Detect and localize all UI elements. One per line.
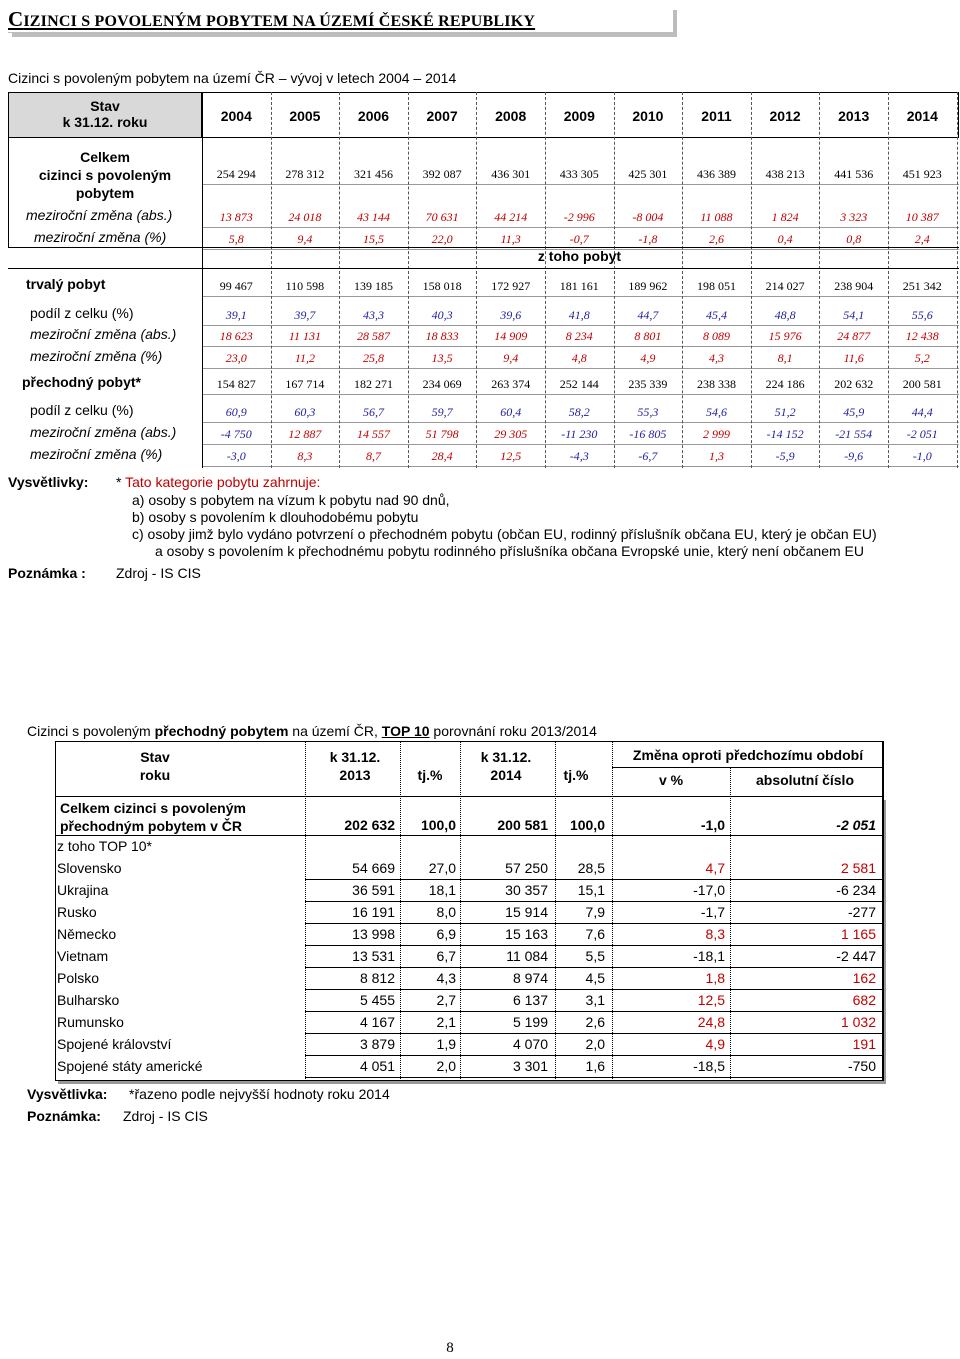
- column-separator: [476, 92, 477, 468]
- divider: [55, 835, 883, 836]
- table1-cell: -4,3: [569, 449, 589, 463]
- year-header: 2010: [632, 108, 664, 124]
- table1-cell: 181 161: [559, 279, 599, 293]
- column-separator: [202, 92, 203, 468]
- t2-h-2014: k 31.12. 2014: [480, 749, 532, 783]
- t2-h-zmena: Změna oproti předchozímu období: [632, 747, 864, 763]
- table1-cell: -2 996: [563, 210, 595, 224]
- table1-cell: 436 301: [491, 167, 531, 181]
- table1-cell: 172 927: [491, 279, 531, 293]
- table1-cell: 2,6: [708, 232, 724, 246]
- table1-cell: 4,8: [571, 351, 587, 365]
- row-label: trvalý pobyt: [26, 276, 106, 292]
- row-label: podíl z celku (%): [30, 305, 134, 321]
- table1-cell: 29 305: [494, 427, 528, 441]
- table1-cell: 198 051: [696, 279, 736, 293]
- row-label: přechodný pobyt*: [22, 374, 142, 390]
- t2-cell: 2,6: [585, 1014, 605, 1030]
- t2-column-separator: [730, 767, 731, 1081]
- t2-cell: -6 234: [836, 882, 876, 898]
- t2-h-vpct: v %: [658, 772, 684, 788]
- header-stav-label: Stav k 31.12. roku: [62, 98, 148, 130]
- t2-country: Německo: [57, 926, 117, 942]
- notes-poznamka-label: Poznámka :: [8, 565, 86, 581]
- table1-left-border: [8, 138, 9, 248]
- table1-cell: 224 186: [765, 377, 805, 391]
- table1-cell: 167 714: [285, 377, 325, 391]
- notes2-poznamka-label: Poznámka:: [27, 1108, 101, 1124]
- table1-cell: -16 805: [629, 427, 667, 441]
- table1-cell: 39,1: [225, 308, 247, 322]
- page-title: CIZINCI S POVOLENÝM POBYTEM NA ÚZEMÍ ČESKÉ REPUBLIKY: [8, 7, 536, 31]
- table1-cell: 214 027: [765, 279, 805, 293]
- table1-cell: 189 962: [628, 279, 668, 293]
- notes-b: b) osoby s povolením k dlouhodobému pobytu: [132, 509, 419, 525]
- year-header: 2013: [838, 108, 870, 124]
- table1-cell: 15 976: [768, 329, 802, 343]
- row-label: meziroční změna (%): [30, 446, 163, 462]
- table1-cell: 44,4: [911, 405, 933, 419]
- t2-row-rule: [305, 901, 883, 902]
- year-header: 2012: [769, 108, 801, 124]
- t2-h-tj1: tj.%: [417, 767, 443, 783]
- t2-total-cell: 100,0: [420, 817, 456, 833]
- table1-cell: 18 833: [425, 329, 459, 343]
- t2-cell: 15 914: [505, 904, 548, 920]
- t2-row-rule: [305, 967, 883, 968]
- table1-cell: 9,4: [297, 232, 313, 246]
- t2-cell: 7,6: [585, 926, 605, 942]
- table1-cell: 8,7: [365, 449, 381, 463]
- table1-cell: 8,3: [297, 449, 313, 463]
- year-header: 2011: [701, 108, 732, 124]
- year-header: 2008: [495, 108, 527, 124]
- table1-cell: -1,8: [638, 232, 658, 246]
- row-rule: [202, 184, 959, 185]
- t2-row-rule: [305, 989, 883, 990]
- table1-cell: 60,9: [225, 405, 247, 419]
- t2-cell: 24,8: [697, 1014, 725, 1030]
- table1-cell: 39,7: [294, 308, 316, 322]
- table1-cell: 11,3: [500, 232, 521, 246]
- table1-cell: 24 877: [837, 329, 871, 343]
- t2-country: Slovensko: [57, 860, 122, 876]
- notes-vysvetlivky-label: Vysvětlivky:: [8, 474, 89, 490]
- year-header: 2007: [426, 108, 458, 124]
- table1-cell: 60,3: [294, 405, 316, 419]
- table1-cell: 41,8: [568, 308, 590, 322]
- t2-country: Spojené království: [57, 1036, 172, 1052]
- t2-total-label: Celkem cizinci s povoleným přechodným pobytem v ČR: [60, 800, 246, 834]
- t2-cell: 191: [852, 1036, 876, 1052]
- t2-cell: 4,9: [705, 1036, 725, 1052]
- table1-cell: 14 909: [494, 329, 528, 343]
- t2-top-label: z toho TOP 10*: [57, 838, 152, 854]
- table1-cell: 28,4: [431, 449, 453, 463]
- table1-cell: 9,4: [503, 351, 519, 365]
- table1-cell: 8 089: [702, 329, 730, 343]
- table1-cell: 40,3: [431, 308, 453, 322]
- table1-cell: -14 152: [766, 427, 804, 441]
- table1-cell: 11 131: [288, 329, 321, 343]
- t2-column-separator: [400, 741, 401, 1081]
- t2-cell: 3,1: [585, 992, 605, 1008]
- table1-cell: -0,7: [569, 232, 589, 246]
- column-separator: [682, 92, 683, 468]
- table1-cell: 139 185: [353, 279, 393, 293]
- row-rule: [202, 368, 959, 369]
- table1-cell: 321 456: [353, 167, 393, 181]
- t2-cell: 2,7: [436, 992, 456, 1008]
- table1-cell: 2 999: [702, 427, 730, 441]
- table1-cell: 10 387: [905, 210, 939, 224]
- t2-cell: 682: [852, 992, 876, 1008]
- row-rule: [202, 394, 959, 395]
- table1-cell: 11,2: [294, 351, 315, 365]
- table1-cell: 44,7: [637, 308, 659, 322]
- t2-cell: 4,5: [585, 970, 605, 986]
- table1-cell: 436 389: [696, 167, 736, 181]
- table1-cell: -4 750: [220, 427, 252, 441]
- t2-row-rule: [305, 1055, 883, 1056]
- table1-cell: -9,6: [844, 449, 864, 463]
- table1-cell: -1,0: [912, 449, 932, 463]
- divider: [8, 268, 959, 269]
- table1-cell: -3,0: [226, 449, 246, 463]
- year-header: 2009: [563, 108, 595, 124]
- row-rule: [202, 422, 959, 423]
- row-rule: [202, 227, 959, 228]
- t2-cell: 1 165: [840, 926, 876, 942]
- table1-cell: 8 234: [565, 329, 593, 343]
- t2-cell: 8 812: [359, 970, 395, 986]
- t2-cell: 1,9: [436, 1036, 456, 1052]
- table1-cell: 15,5: [362, 232, 384, 246]
- table1-cell: -6,7: [638, 449, 658, 463]
- notes-a: a) osoby s pobytem na vízum k pobytu nad 90 dnů,: [132, 492, 450, 508]
- t2-cell: 4,7: [705, 860, 725, 876]
- t2-total-cell: 200 581: [497, 817, 548, 833]
- t2-cell: 36 591: [352, 882, 395, 898]
- year-header: 2006: [357, 108, 390, 124]
- column-separator: [957, 92, 958, 468]
- column-separator: [888, 92, 889, 468]
- t2-column-separator: [612, 741, 613, 1081]
- t2-cell: 4 167: [359, 1014, 395, 1030]
- t2-total-cell: 100,0: [569, 817, 605, 833]
- t2-h-abs: absolutní číslo: [755, 772, 854, 788]
- t2-cell: 8,0: [436, 904, 456, 920]
- table1-cell: 55,3: [637, 405, 659, 419]
- t2-cell: -17,0: [693, 882, 725, 898]
- table1-cell: 12 887: [288, 427, 322, 441]
- t2-country: Polsko: [57, 970, 100, 986]
- table2-caption: Cizinci s povoleným přechodný pobytem na území ČR, TOP 10 porovnání roku 2013/2014: [27, 723, 597, 739]
- table1-cell: 234 069: [422, 377, 462, 391]
- t2-cell: 18,1: [428, 882, 456, 898]
- table1-cell: 22,0: [431, 232, 453, 246]
- column-separator: [751, 92, 752, 468]
- table1-cell: 263 374: [491, 377, 531, 391]
- row-label: meziroční změna (abs.): [30, 424, 177, 440]
- notes2-zdroj: Zdroj - IS CIS: [123, 1108, 208, 1124]
- table1-cell: 23,0: [225, 351, 247, 365]
- table1-cell: -11 230: [561, 427, 598, 441]
- t2-cell: 8 974: [512, 970, 548, 986]
- table1-cell: 51 798: [425, 427, 459, 441]
- year-header: 2004: [220, 108, 252, 124]
- t2-country: Rumunsko: [57, 1014, 124, 1030]
- table1-cell: 1 824: [771, 210, 799, 224]
- table1-cell: 54,6: [705, 405, 727, 419]
- table1-cell: 202 632: [834, 377, 874, 391]
- table1-cell: 158 018: [422, 279, 462, 293]
- row-rule: [202, 466, 959, 467]
- table1-cell: 3 323: [840, 210, 868, 224]
- column-separator: [408, 92, 409, 468]
- row-label: meziroční změna (%): [34, 229, 167, 245]
- t2-cell: 1,6: [585, 1058, 605, 1074]
- t2-country: Bulharsko: [57, 992, 120, 1008]
- table1-cell: 45,4: [705, 308, 727, 322]
- t2-total-cell: 202 632: [344, 817, 395, 833]
- t2-column-separator: [460, 741, 461, 1081]
- t2-cell: 13 531: [352, 948, 395, 964]
- t2-cell: 2,0: [585, 1036, 605, 1052]
- t2-cell: 12,5: [697, 992, 725, 1008]
- table1-cell: 441 536: [834, 167, 874, 181]
- table1-cell: -2 051: [906, 427, 938, 441]
- notes2-vysvetlivka-text: *řazeno podle nejvyšší hodnoty roku 2014: [129, 1086, 390, 1102]
- table1-cell: 110 598: [285, 279, 325, 293]
- table1-cell: 425 301: [628, 167, 668, 181]
- column-separator: [819, 92, 820, 468]
- notes-zdroj: Zdroj - IS CIS: [116, 565, 201, 581]
- t2-cell: -18,5: [693, 1058, 725, 1074]
- t2-cell: 15,1: [577, 882, 605, 898]
- table1-cell: 433 305: [559, 167, 599, 181]
- t2-cell: -18,1: [693, 948, 725, 964]
- table1-cell: 43 144: [356, 210, 390, 224]
- t2-cell: 162: [852, 970, 876, 986]
- t2-cell: 3 879: [359, 1036, 395, 1052]
- t2-cell: 2,1: [436, 1014, 456, 1030]
- t2-cell: 6 137: [512, 992, 548, 1008]
- table1-cell: 54,1: [843, 308, 865, 322]
- t2-cell: 4 070: [512, 1036, 548, 1052]
- divider: [8, 247, 959, 248]
- table1-cell: 11,6: [843, 351, 864, 365]
- row-rule: [202, 296, 959, 297]
- t2-cell: 57 250: [505, 860, 548, 876]
- column-separator: [545, 92, 546, 468]
- table1-cell: 278 312: [285, 167, 325, 181]
- t2-cell: 54 669: [352, 860, 395, 876]
- table1-cell: 200 581: [902, 377, 942, 391]
- t2-column-separator: [555, 741, 556, 1081]
- notes2-vysvetlivka-label: Vysvětlivka:: [27, 1086, 108, 1102]
- t2-country: Vietnam: [57, 948, 109, 964]
- table1-cell: 59,7: [431, 405, 453, 419]
- t2-cell: 4 051: [359, 1058, 395, 1074]
- table1-cell: 51,2: [774, 405, 796, 419]
- t2-row-rule: [305, 945, 883, 946]
- table1-cell: 55,6: [911, 308, 933, 322]
- column-separator: [271, 92, 272, 468]
- divider: [612, 767, 883, 768]
- table1-cell: 39,6: [500, 308, 522, 322]
- t2-country: Spojené státy americké: [57, 1058, 203, 1074]
- t2-cell: 27,0: [428, 860, 456, 876]
- table1-cell: 5,8: [228, 232, 244, 246]
- t2-cell: 5,5: [585, 948, 605, 964]
- year-header: 2005: [289, 108, 321, 124]
- table1-cell: 254 294: [216, 167, 256, 181]
- row-label: meziroční změna (abs.): [26, 207, 173, 223]
- table1-cell: 60,4: [500, 405, 522, 419]
- t2-cell: 6,7: [436, 948, 456, 964]
- t2-cell: 3 301: [512, 1058, 548, 1074]
- t2-cell: 7,9: [585, 904, 605, 920]
- table1-cell: 182 271: [353, 377, 393, 391]
- table1-cell: 13,5: [431, 351, 453, 365]
- t2-cell: -2 447: [836, 948, 876, 964]
- t2-cell: 30 357: [505, 882, 548, 898]
- row-label: podíl z celku (%): [30, 402, 134, 418]
- row-rule: [202, 325, 959, 326]
- t2-cell: 11 084: [506, 948, 548, 964]
- t2-cell: 13 998: [352, 926, 395, 942]
- t2-row-rule: [305, 1033, 883, 1034]
- year-header: 2014: [906, 108, 938, 124]
- table1-cell: 44 214: [494, 210, 528, 224]
- table1-cell: 251 342: [902, 279, 942, 293]
- table1-cell: 1,3: [708, 449, 724, 463]
- table1-cell: 14 557: [356, 427, 390, 441]
- table1-cell: 154 827: [216, 377, 256, 391]
- t2-cell: 15 163: [505, 926, 548, 942]
- t2-cell: 16 191: [352, 904, 395, 920]
- t2-cell: 1,8: [705, 970, 725, 986]
- column-separator: [339, 92, 340, 468]
- table1-cell: 11 088: [700, 210, 733, 224]
- ztoho-label: z toho pobyt: [537, 248, 622, 264]
- t2-total-cell: -1,0: [700, 817, 725, 833]
- t2-country: Rusko: [57, 904, 97, 920]
- table1-caption: Cizinci s povoleným pobytem na území ČR – vývoj v letech 2004 – 2014: [8, 70, 457, 86]
- notes-d: a osoby s povolením k přechodnému pobytu rodinného příslušníka občana Evropské unie, který není občanem EU: [155, 543, 864, 559]
- table1-cell: 4,9: [640, 351, 656, 365]
- table1-cell: 25,8: [362, 351, 384, 365]
- table1-cell: 45,9: [843, 405, 865, 419]
- total-label: Celkem cizinci s povoleným pobytem: [38, 149, 172, 201]
- t2-cell: 5 199: [512, 1014, 548, 1030]
- t2-column-separator: [883, 741, 884, 1081]
- table1-cell: 12 438: [905, 329, 939, 343]
- notes-star: * Tato kategorie pobytu zahrnuje:: [116, 474, 321, 490]
- t2-country: Ukrajina: [57, 882, 109, 898]
- t2-cell: -750: [847, 1058, 876, 1074]
- t2-row-rule: [305, 1077, 883, 1078]
- t2-cell: 2 581: [840, 860, 876, 876]
- row-rule: [202, 346, 959, 347]
- table1-cell: 451 923: [902, 167, 942, 181]
- column-separator: [614, 92, 615, 468]
- table1-cell: 5,2: [914, 351, 930, 365]
- row-label: meziroční změna (abs.): [30, 326, 177, 342]
- t2-h-tj2: tj.%: [563, 767, 589, 783]
- t2-total-cell: -2 051: [836, 817, 876, 833]
- table1-cell: 58,2: [568, 405, 590, 419]
- t2-cell: 28,5: [577, 860, 605, 876]
- t2-cell: 6,9: [436, 926, 456, 942]
- t2-row-rule: [305, 879, 883, 880]
- row-rule: [202, 444, 959, 445]
- t2-cell: 8,3: [705, 926, 725, 942]
- table1-cell: 4,3: [708, 351, 724, 365]
- table1-cell: 70 631: [425, 210, 459, 224]
- t2-cell: 2,0: [436, 1058, 456, 1074]
- t2-h-2013: k 31.12. 2013: [329, 749, 381, 783]
- table1-cell: 56,7: [362, 405, 384, 419]
- page-number: 8: [446, 1340, 454, 1356]
- table1-cell: -5,9: [775, 449, 795, 463]
- table1-cell: 238 904: [834, 279, 874, 293]
- table1-cell: 13 873: [219, 210, 253, 224]
- table1-cell: 8,1: [777, 351, 793, 365]
- table1-cell: 238 338: [696, 377, 736, 391]
- table1-cell: 18 623: [219, 329, 253, 343]
- t2-cell: 1 032: [840, 1014, 876, 1030]
- t2-row-rule: [305, 923, 883, 924]
- table1-cell: 8 801: [634, 329, 662, 343]
- table1-cell: -8 004: [632, 210, 664, 224]
- table1-cell: 12,5: [500, 449, 522, 463]
- table1-cell: -21 554: [835, 427, 873, 441]
- t2-cell: 5 455: [359, 992, 395, 1008]
- table1-cell: 438 213: [765, 167, 805, 181]
- notes-c: c) osoby jimž bylo vydáno potvrzení o přechodném pobytu (občan EU, rodinný příslušník občana EU, který je občan EU): [132, 526, 877, 542]
- table1-cell: 252 144: [559, 377, 599, 391]
- table1-cell: 0,4: [777, 232, 793, 246]
- table1-cell: 2,4: [914, 232, 930, 246]
- table1-cell: 0,8: [846, 232, 862, 246]
- table1-cell: 43,3: [362, 308, 384, 322]
- t2-cell: -1,7: [700, 904, 725, 920]
- table1-cell: 24 018: [288, 210, 322, 224]
- table1-cell: 48,8: [774, 308, 796, 322]
- t2-h-stav: Stav roku: [139, 749, 171, 783]
- row-label: meziroční změna (%): [30, 348, 163, 364]
- table1-cell: 392 087: [422, 167, 462, 181]
- t2-cell: -277: [847, 904, 876, 920]
- table1-cell: 28 587: [356, 329, 390, 343]
- table1-cell: 235 339: [628, 377, 668, 391]
- table1-cell: 99 467: [219, 279, 253, 293]
- t2-row-rule: [305, 1011, 883, 1012]
- t2-cell: 4,3: [436, 970, 456, 986]
- t2-column-separator: [305, 741, 306, 1081]
